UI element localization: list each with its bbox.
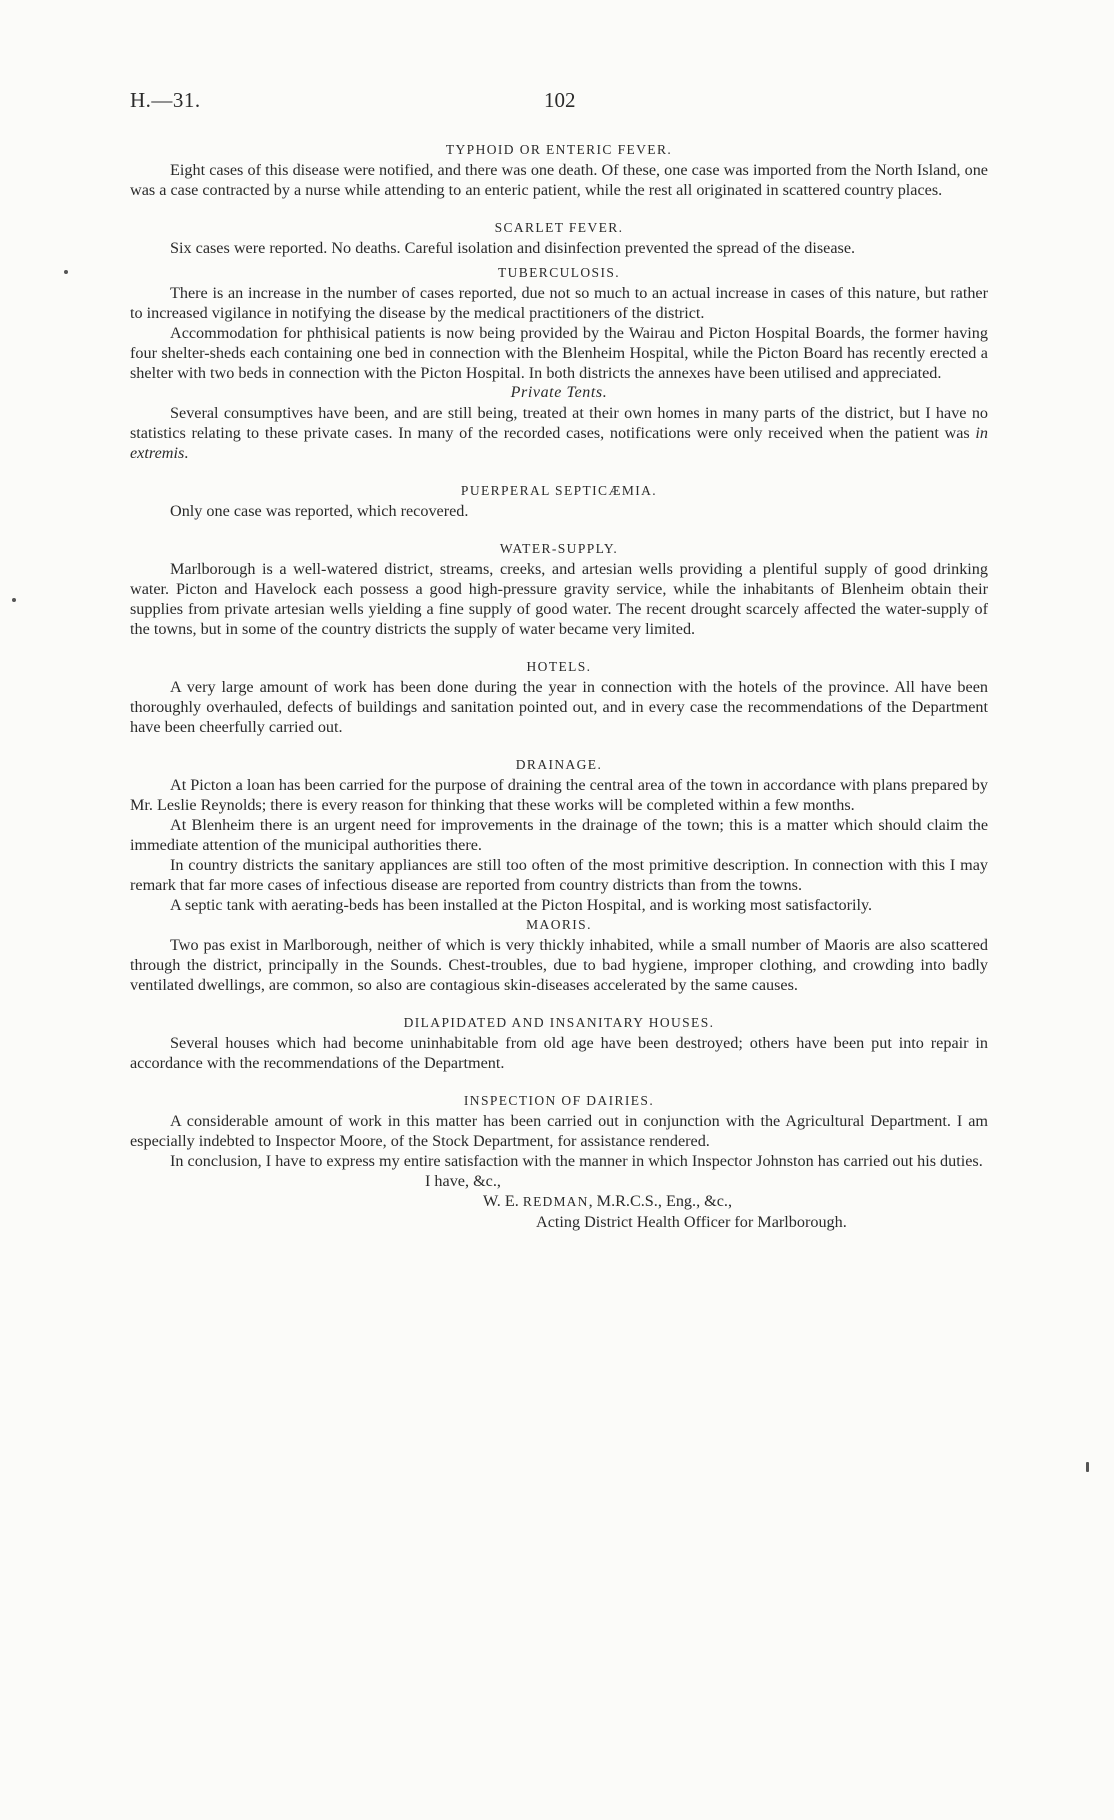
- paragraph: In country districts the sanitary appliances are still too often of the most primitive description. In connection with this I may remark that far more cases of infectious disease are reported from country districts than from the towns.: [130, 856, 988, 894]
- section-title-scarlet-fever: SCARLET FEVER.: [494, 220, 624, 235]
- paragraph: There is an increase in the number of cases reported, due not so much to an actual increase in cases of this nature, but rather to increased vigilance in notifying the disease by the medical practitioners of the district.: [130, 284, 988, 322]
- page-number: 102: [544, 88, 576, 112]
- parliamentary-paper-code: H.—31.: [130, 88, 201, 112]
- paragraph: A septic tank with aerating-beds has been installed at the Picton Hospital, and is working most satisfactorily.: [170, 896, 873, 914]
- subsection-title-private-tents: Private Tents.: [510, 384, 608, 401]
- paragraph: A considerable amount of work in this matter has been carried out in conjunction with the Agricultural Department. I am especially indebted to Inspector Moore, of the Stock Department, for assistance rendered.: [130, 1112, 988, 1150]
- section-title-water-supply: WATER-SUPPLY.: [499, 541, 619, 556]
- paragraph: Accommodation for phthisical patients is now being provided by the Wairau and Picton Hospital Boards, the former having four shelter-sheds each containing one bed in connection with the Blenheim Hospital, while the Picton Board has recently erected a shelter with two beds in connection with the Picton Hospital. In both districts the annexes have been utilised and appreciated.: [130, 324, 988, 382]
- paragraph: At Picton a loan has been carried for the purpose of draining the central area of the town in accordance with plans prepared by Mr. Leslie Reynolds; there is every reason for thinking that these works will be completed within a few months.: [130, 776, 988, 814]
- section-title-drainage: DRAINAGE.: [515, 757, 603, 772]
- paragraph: Two pas exist in Marlborough, neither of which is very thickly inhabited, while a small number of Maoris are also scattered through the district, principally in the Sounds. Chest-troubles, due to bad hygiene, improper clothing, and crowding into badly ventilated dwellings, are common, so also are contagious skin-diseases accelerated by the same causes.: [130, 936, 988, 994]
- paragraph: Eight cases of this disease were notified, and there was one death. Of these, one case was imported from the North Island, one was a case contracted by a nurse while attending to an enteric patient, while the rest all originated in scattered country places.: [130, 161, 988, 199]
- signatory-role: Acting District Health Officer for Marlborough.: [536, 1213, 847, 1231]
- scan-speck: [64, 270, 68, 274]
- latin-phrase: in extremis: [130, 424, 988, 462]
- paragraph: A very large amount of work has been done during the year in connection with the hotels of the province. All have been thoroughly overhauled, defects of buildings and sanitation pointed out, and in every case the recommendations of the Department have been cheerfully carried out.: [130, 678, 988, 736]
- section-title-maoris: MAORIS.: [526, 917, 592, 932]
- paragraph: Six cases were reported. No deaths. Careful isolation and disinfection prevented the spread of the disease.: [170, 239, 856, 257]
- paragraph: Several consumptives have been, and are still being, treated at their own homes in many parts of the district, but I have no statistics relating to these private cases. In many of the recorded cases, notifications were only received when the patient was in extremis.: [130, 404, 988, 462]
- page-body: [130, 140, 988, 1232]
- section-title-puerperal-septicaemia: PUERPERAL SEPTICÆMIA.: [460, 483, 658, 498]
- page-header: [130, 88, 988, 112]
- scan-speck: [1086, 1462, 1089, 1472]
- closing-salutation: I have, &c.,: [425, 1172, 501, 1190]
- scan-speck: [12, 598, 16, 602]
- section-title-tuberculosis: TUBERCULOSIS.: [497, 265, 621, 280]
- signature: W. E. REDMAN, M.R.C.S., Eng., &c.,: [483, 1192, 733, 1210]
- paragraph: Only one case was reported, which recovered.: [170, 502, 469, 520]
- paragraph: At Blenheim there is an urgent need for improvements in the drainage of the town; this is a matter which should claim the immediate attention of the municipal authorities there.: [130, 816, 988, 854]
- paragraph: Several houses which had become uninhabitable from old age have been destroyed; others have been put into repair in accordance with the recommendations of the Department.: [130, 1034, 988, 1072]
- signature-surname: REDMAN: [522, 1194, 589, 1209]
- section-title-inspection-of-dairies: INSPECTION OF DAIRIES.: [463, 1093, 655, 1108]
- section-title-hotels: HOTELS.: [526, 659, 592, 674]
- section-title-dilapidated-houses: DILAPIDATED AND INSANITARY HOUSES.: [403, 1015, 715, 1030]
- paragraph: In conclusion, I have to express my entire satisfaction with the manner in which Inspector Johnston has carried out his duties.: [170, 1152, 983, 1170]
- section-title-typhoid: TYPHOID OR ENTERIC FEVER.: [445, 142, 673, 157]
- paragraph: Marlborough is a well-watered district, streams, creeks, and artesian wells providing a plentiful supply of good drinking water. Picton and Havelock each possess a good high-pressure gravity service, while the inhabitants of Blenheim obtain their supplies from private artesian wells yielding a fine supply of good water. The recent drought scarcely affected the water-supply of the towns, but in some of the country districts the supply of water became very limited.: [130, 560, 988, 638]
